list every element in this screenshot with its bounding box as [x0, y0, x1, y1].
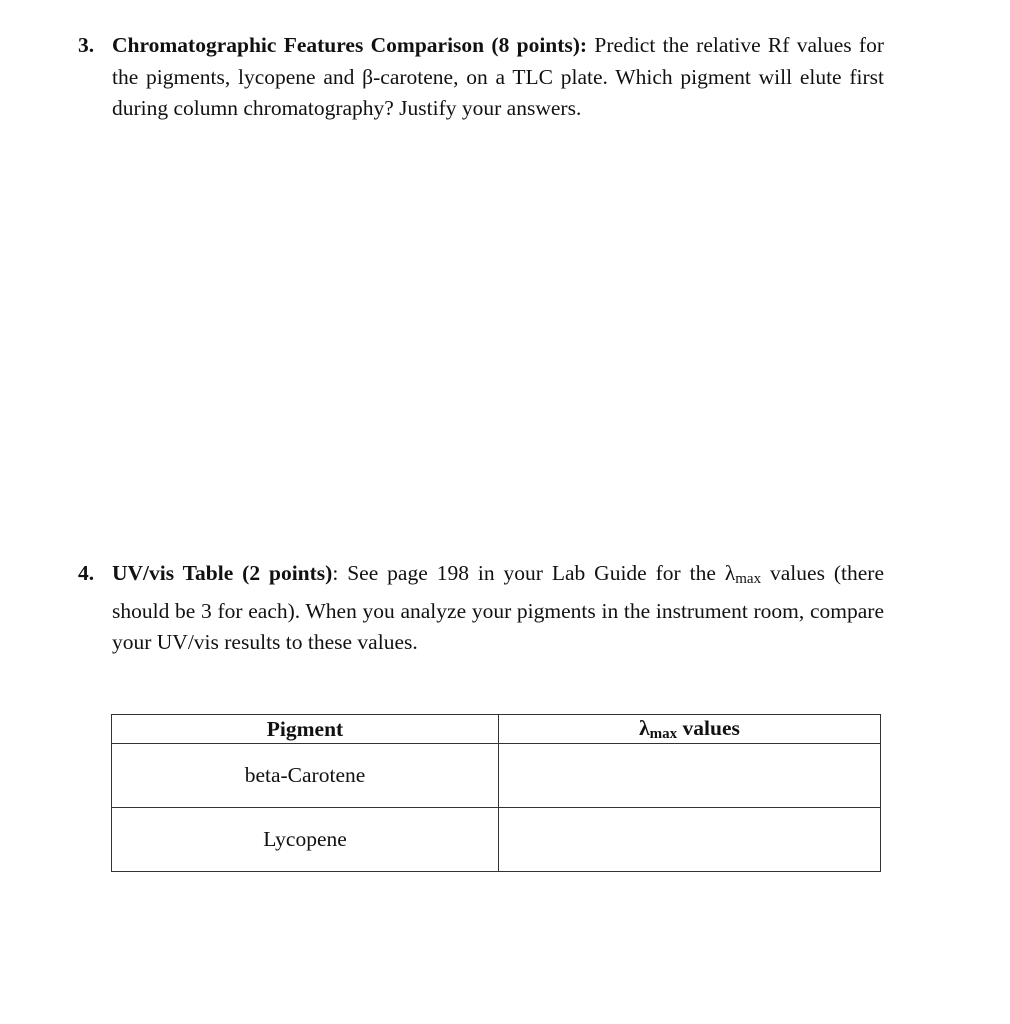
question-3-title: Chromatographic Features Comparison (8 points):: [112, 33, 588, 57]
question-4-text-after: values (there should be 3 for each). When you analyze your pigments in the instrument room, compare your UV/vis results to these values.: [112, 561, 884, 654]
table-row: [112, 808, 881, 872]
lambda-subscript: max: [735, 571, 762, 587]
lambda-max-cell[interactable]: [499, 744, 881, 808]
question-3-body: [112, 30, 884, 125]
header-lambda-max: [499, 715, 881, 744]
uv-vis-table: [111, 714, 881, 872]
table-header-row: [112, 715, 881, 744]
header-lambda-symbol: λ: [639, 715, 650, 740]
table-row: [112, 744, 881, 808]
header-lambda-subscript: max: [649, 725, 678, 742]
question-4-body: [112, 558, 884, 659]
question-3: [78, 30, 884, 125]
question-3-text: Predict the relative Rf values for the pigments, lycopene and β-carotene, on a TLC plate. Which pigment will elute first during column chromatography? Justify your answers.: [112, 33, 885, 120]
header-values-label: values: [677, 715, 740, 740]
header-pigment: [112, 715, 499, 744]
lambda-symbol: λ: [724, 561, 736, 585]
question-4-number: 4.: [78, 561, 95, 585]
question-4-text-before: : See page 198 in your Lab Guide for the: [332, 561, 725, 585]
pigment-cell: Lycopene: [112, 808, 499, 872]
lambda-max-cell[interactable]: [499, 808, 881, 872]
question-4: [78, 558, 884, 659]
pigment-cell: beta-Carotene: [112, 744, 499, 808]
header-pigment-label: Pigment: [266, 716, 344, 741]
question-3-number: 3.: [78, 33, 95, 57]
question-4-title: UV/vis Table (2 points): [112, 561, 333, 585]
